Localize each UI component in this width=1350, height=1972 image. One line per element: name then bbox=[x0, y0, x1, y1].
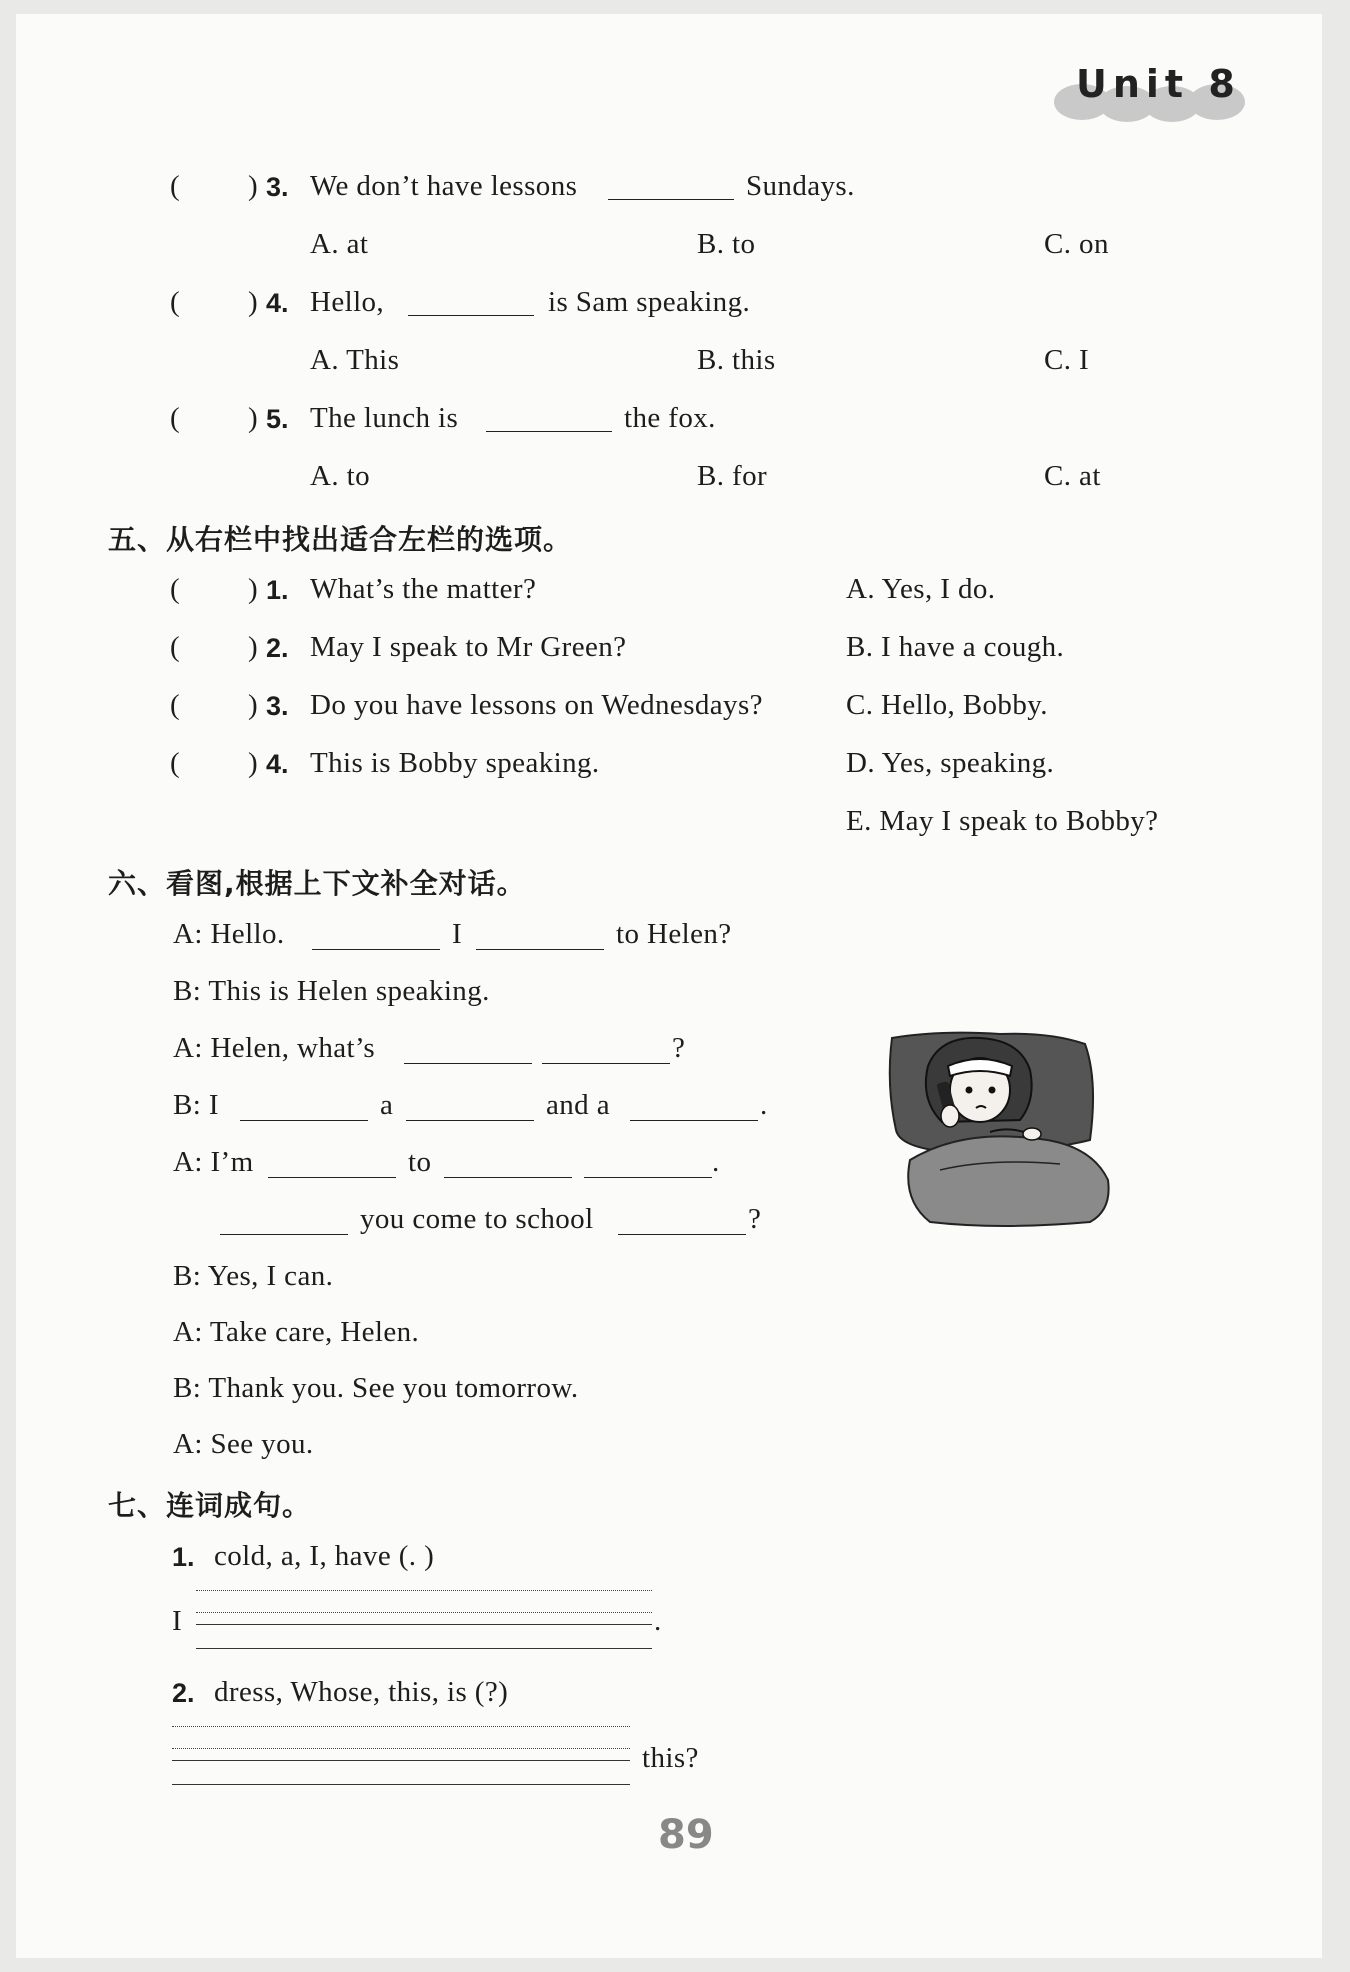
option-b: B. to bbox=[697, 228, 756, 260]
fill-blank[interactable] bbox=[584, 1153, 712, 1178]
unit-header bbox=[1052, 62, 1252, 120]
question-text: We don’t have lessons bbox=[310, 170, 578, 202]
dialogue-text: ? bbox=[672, 1032, 686, 1064]
fill-blank[interactable] bbox=[618, 1210, 746, 1235]
dialogue-text: to bbox=[408, 1146, 432, 1178]
fill-blank[interactable] bbox=[220, 1210, 348, 1235]
fill-blank[interactable] bbox=[486, 407, 612, 432]
fill-blank[interactable] bbox=[406, 1096, 534, 1121]
dialogue-text: I bbox=[452, 918, 463, 950]
answer-paren-open: ( bbox=[170, 747, 180, 779]
question-number: 4. bbox=[266, 288, 289, 318]
left-item: This is Bobby speaking. bbox=[310, 747, 600, 779]
left-item: Do you have lessons on Wednesdays? bbox=[310, 689, 763, 721]
right-item: A. Yes, I do. bbox=[846, 573, 996, 605]
option-c: C. I bbox=[1044, 344, 1090, 376]
section-title: 五、从右栏中找出适合左栏的选项。 bbox=[108, 523, 573, 556]
sentence-end: this? bbox=[642, 1742, 699, 1774]
question-number: 5. bbox=[266, 404, 289, 434]
right-item: C. Hello, Bobby. bbox=[846, 689, 1048, 721]
question-number: 4. bbox=[266, 749, 289, 779]
fill-blank[interactable] bbox=[312, 925, 440, 950]
writing-line-guide bbox=[172, 1748, 630, 1749]
sentence-start: I bbox=[172, 1605, 183, 1637]
right-item: E. May I speak to Bobby? bbox=[846, 805, 1159, 837]
answer-paren-open: ( bbox=[170, 689, 180, 721]
answer-paren-close: ) bbox=[248, 747, 258, 779]
answer-paren-open: ( bbox=[170, 286, 180, 318]
dialogue-text: A: Take care, Helen. bbox=[173, 1316, 420, 1348]
answer-paren-close: ) bbox=[248, 170, 258, 202]
right-item: B. I have a cough. bbox=[846, 631, 1065, 663]
option-a: A. This bbox=[310, 344, 400, 376]
option-a: A. to bbox=[310, 460, 370, 492]
fill-blank[interactable] bbox=[404, 1039, 532, 1064]
question-number: 2. bbox=[266, 633, 289, 663]
question-text-end: the fox. bbox=[624, 402, 716, 434]
right-item: D. Yes, speaking. bbox=[846, 747, 1055, 779]
question-number: 3. bbox=[266, 691, 289, 721]
fill-blank[interactable] bbox=[542, 1039, 670, 1064]
option-b: B. this bbox=[697, 344, 776, 376]
option-c: C. on bbox=[1044, 228, 1109, 260]
question-number: 2. bbox=[172, 1678, 195, 1708]
question-number: 1. bbox=[266, 575, 289, 605]
answer-paren-close: ) bbox=[248, 689, 258, 721]
dialogue-text: B: This is Helen speaking. bbox=[173, 975, 490, 1007]
scrambled-words: cold, a, I, have (. ) bbox=[214, 1540, 435, 1572]
option-c: C. at bbox=[1044, 460, 1101, 492]
answer-paren-close: ) bbox=[248, 286, 258, 318]
fill-blank[interactable] bbox=[630, 1096, 758, 1121]
dialogue-text: . bbox=[760, 1089, 768, 1121]
answer-paren-close: ) bbox=[248, 402, 258, 434]
answer-paren-close: ) bbox=[248, 573, 258, 605]
writing-line-guide bbox=[196, 1612, 652, 1613]
dialogue-text: A: I’m bbox=[173, 1146, 254, 1178]
answer-paren-open: ( bbox=[170, 631, 180, 663]
question-text: Hello, bbox=[310, 286, 385, 318]
left-item: May I speak to Mr Green? bbox=[310, 631, 627, 663]
unit-title: Unit 8 bbox=[1076, 62, 1241, 106]
writing-line[interactable] bbox=[196, 1624, 652, 1625]
fill-blank[interactable] bbox=[268, 1153, 396, 1178]
question-text-end: is Sam speaking. bbox=[548, 286, 751, 318]
writing-line-guide bbox=[196, 1590, 652, 1591]
dialogue-text: . bbox=[712, 1146, 720, 1178]
question-text-end: Sundays. bbox=[746, 170, 855, 202]
sentence-end: . bbox=[654, 1605, 662, 1637]
dialogue-text: B: Yes, I can. bbox=[173, 1260, 334, 1292]
question-text: The lunch is bbox=[310, 402, 459, 434]
dialogue-text: B: Thank you. See you tomorrow. bbox=[173, 1372, 579, 1404]
writing-line[interactable] bbox=[172, 1760, 630, 1761]
answer-paren-open: ( bbox=[170, 170, 180, 202]
question-number: 3. bbox=[266, 172, 289, 202]
page-number: 89 bbox=[658, 1812, 714, 1858]
answer-paren-open: ( bbox=[170, 573, 180, 605]
fill-blank[interactable] bbox=[476, 925, 604, 950]
section-title: 七、连词成句。 bbox=[108, 1489, 312, 1522]
dialogue-text: to Helen? bbox=[616, 918, 732, 950]
dialogue-text: a bbox=[380, 1089, 394, 1121]
dialogue-text: A: See you. bbox=[173, 1428, 314, 1460]
dialogue-text: and a bbox=[546, 1089, 610, 1121]
sick-girl-in-bed-illustration bbox=[880, 1030, 1120, 1230]
fill-blank[interactable] bbox=[240, 1096, 368, 1121]
question-number: 1. bbox=[172, 1542, 195, 1572]
dialogue-text: ? bbox=[748, 1203, 762, 1235]
writing-line-guide bbox=[172, 1726, 630, 1727]
writing-line-bottom bbox=[172, 1784, 630, 1785]
left-item: What’s the matter? bbox=[310, 573, 537, 605]
fill-blank[interactable] bbox=[444, 1153, 572, 1178]
writing-line-bottom bbox=[196, 1648, 652, 1649]
section-title: 六、看图,根据上下文补全对话。 bbox=[108, 867, 526, 900]
dialogue-text: B: I bbox=[173, 1089, 219, 1121]
scrambled-words: dress, Whose, this, is (?) bbox=[214, 1676, 509, 1708]
option-a: A. at bbox=[310, 228, 369, 260]
dialogue-text: you come to school bbox=[360, 1203, 594, 1235]
dialogue-text: A: Hello. bbox=[173, 918, 285, 950]
fill-blank[interactable] bbox=[608, 175, 734, 200]
option-b: B. for bbox=[697, 460, 768, 492]
answer-paren-open: ( bbox=[170, 402, 180, 434]
answer-paren-close: ) bbox=[248, 631, 258, 663]
dialogue-text: A: Helen, what’s bbox=[173, 1032, 376, 1064]
fill-blank[interactable] bbox=[408, 291, 534, 316]
